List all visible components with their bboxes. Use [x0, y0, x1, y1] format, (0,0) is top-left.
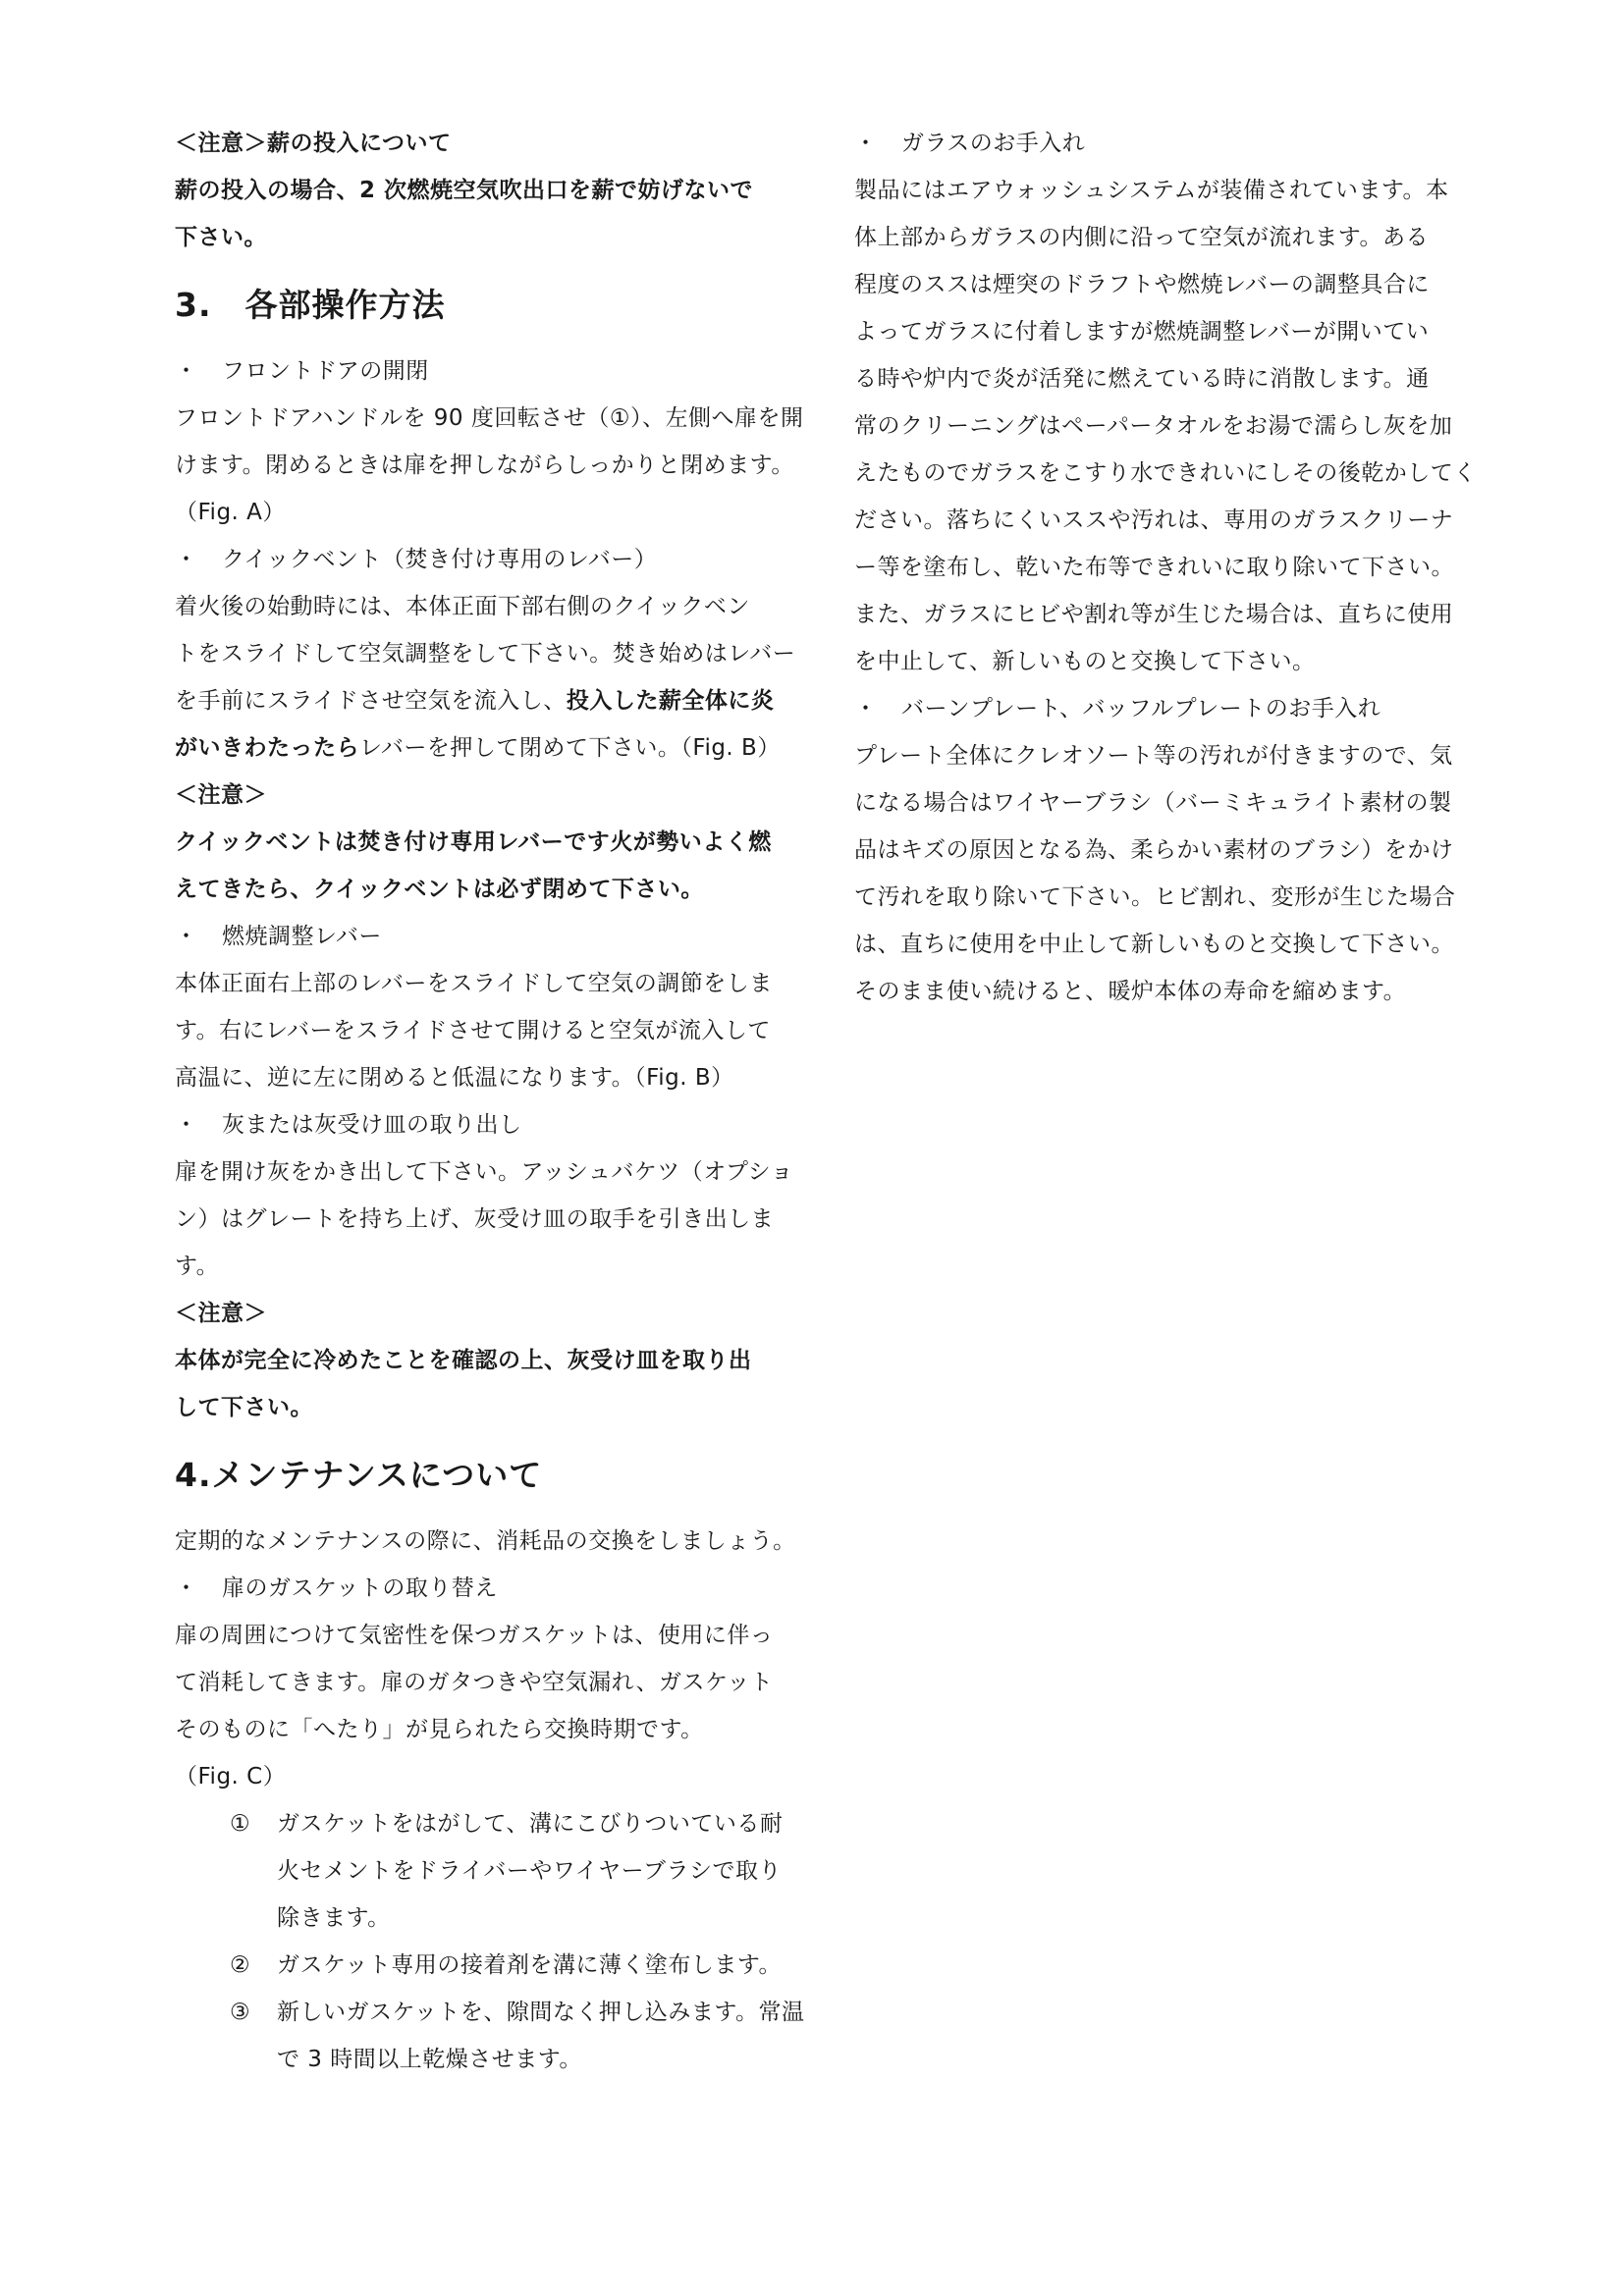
body-text: ー等を塗布し、乾いた布等できれいに取り除いて下さい。: [854, 555, 1454, 580]
body-text: 本体正面右上部のレバーをスライドして空気の調節をしま: [175, 971, 773, 996]
figure-reference: （Fig. A）: [175, 500, 286, 525]
body-text: フロントドアハンドルを 90 度回転させ（①）、左側へ扉を開: [175, 405, 804, 431]
step-item: [175, 1800, 803, 1847]
body-text: プレート全体にクレオソート等の汚れが付きますので、気: [854, 743, 1453, 769]
bullet-heading-text: 扉のガスケットの取り替え: [222, 1575, 498, 1601]
caution-text: して下さい。: [175, 1395, 313, 1420]
bullet-heading-text: クイックベント（焚き付け専用のレバー）: [222, 547, 658, 572]
body-text: 高温に、逆に左に閉めると低温になります。（Fig. B）: [175, 1065, 734, 1091]
bullet-heading-text: 燃焼調整レバー: [222, 924, 382, 949]
body-text: 定期的なメンテナンスの際に、消耗品の交換をしましょう。: [175, 1528, 796, 1554]
bullet-heading-front-door: [175, 347, 803, 395]
left-column: [175, 120, 803, 2083]
body-text: [175, 724, 803, 772]
body-text: 扉を開け灰をかき出して下さい。アッシュバケツ（オプショ: [175, 1159, 794, 1185]
step-number: ①: [230, 1811, 251, 1837]
caution-title: ＜注意＞: [175, 782, 267, 808]
body-text: えたものでガラスをこすり水できれいにしその後乾かしてく: [854, 460, 1477, 486]
caution-text: 本体が完全に冷めたことを確認の上、灰受け皿を取り出: [175, 1348, 752, 1373]
body-text: 程度のススは煙突のドラフトや燃焼レバーの調整具合に: [854, 272, 1430, 297]
body-text-plain: レバーを押して閉めて下さい。（Fig. B）: [359, 735, 781, 761]
right-column: [854, 120, 1483, 1015]
bullet-mark: ・: [854, 696, 878, 721]
bullet-mark: ・: [854, 131, 878, 156]
bullet-heading-plate-care: [854, 685, 1483, 732]
body-text: トをスライドして空気調整をして下さい。焚き始めはレバー: [175, 641, 796, 667]
caution-text: えてきたら、クイックベントは必ず閉めて下さい。: [175, 877, 704, 902]
body-text: また、ガラスにヒビや割れ等が生じた場合は、直ちに使用: [854, 602, 1454, 627]
body-text: 体上部からガラスの内側に沿って空気が流れます。ある: [854, 225, 1429, 250]
step-text: で 3 時間以上乾燥させます。: [277, 2047, 582, 2072]
body-text: を中止して、新しいものと交換して下さい。: [854, 649, 1316, 674]
step-item: [175, 1989, 803, 2036]
figure-reference: （Fig. C）: [175, 1764, 287, 1789]
step-text: 除きます。: [277, 1905, 391, 1931]
bullet-heading-text: ガラスのお手入れ: [901, 131, 1086, 156]
body-text-plain: を手前にスライドさせ空気を流入し、: [175, 688, 567, 714]
step-text: ガスケットをはがして、溝にこびりついている耐: [277, 1811, 784, 1837]
bullet-heading-quick-vent: [175, 536, 803, 583]
body-text: ン）はグレートを持ち上げ、灰受け皿の取手を引き出しま: [175, 1206, 775, 1232]
step-text: 新しいガスケットを、隙間なく押し込みます。常温: [277, 2000, 805, 2025]
caution-title: ＜注意＞: [175, 1301, 267, 1326]
bullet-mark: ・: [175, 358, 198, 384]
step-number: ③: [230, 2000, 251, 2025]
section-heading-maintenance: 4.メンテナンスについて: [175, 1456, 543, 1494]
body-text-emphasis: がいきわたったら: [175, 735, 359, 761]
bullet-heading-combustion-lever: [175, 913, 803, 960]
bullet-mark: ・: [175, 924, 198, 949]
body-text: [175, 677, 803, 724]
body-text: て汚れを取り除いて下さい。ヒビ割れ、変形が生じた場合: [854, 884, 1456, 910]
caution-title: ＜注意＞薪の投入について: [175, 131, 452, 156]
bullet-mark: ・: [175, 1112, 198, 1138]
bullet-heading-text: バーンプレート、バッフルプレートのお手入れ: [901, 696, 1381, 721]
body-text: 着火後の始動時には、本体正面下部右側のクイックベン: [175, 594, 750, 619]
caution-text: 薪の投入の場合、2 次燃焼空気吹出口を薪で妨げないで: [175, 178, 754, 203]
body-text-emphasis: 投入した薪全体に炎: [566, 688, 775, 714]
body-text: 扉の周囲につけて気密性を保つガスケットは、使用に伴っ: [175, 1623, 774, 1648]
bullet-heading-gasket: [175, 1565, 803, 1612]
body-text: よってガラスに付着しますが燃焼調整レバーが開いてい: [854, 319, 1430, 345]
bullet-heading-ash-removal: [175, 1101, 803, 1148]
body-text: そのものに「へたり」が見られたら交換時期です。: [175, 1717, 704, 1742]
step-text: 火セメントをドライバーやワイヤーブラシで取り: [277, 1858, 783, 1884]
bullet-mark: ・: [175, 547, 198, 572]
body-text: ださい。落ちにくいススや汚れは、専用のガラスクリーナ: [854, 507, 1454, 533]
caution-text: 下さい。: [175, 225, 267, 250]
body-text: そのまま使い続けると、暖炉本体の寿命を縮めます。: [854, 979, 1407, 1004]
body-text: は、直ちに使用を中止して新しいものと交換して下さい。: [854, 932, 1454, 957]
body-text: 品はキズの原因となる為、柔らかい素材のブラシ）をかけ: [854, 837, 1454, 863]
bullet-heading-glass-care: [854, 120, 1483, 167]
body-text: 常のクリーニングはペーパータオルをお湯で濡らし灰を加: [854, 413, 1453, 439]
bullet-mark: ・: [175, 1575, 198, 1601]
step-number: ②: [230, 1952, 251, 1978]
body-text: す。右にレバーをスライドさせて開けると空気が流入して: [175, 1018, 771, 1043]
body-text: になる場合はワイヤーブラシ（バーミキュライト素材の製: [854, 790, 1452, 816]
section-heading-operation: 3. 各部操作方法: [175, 286, 446, 324]
bullet-heading-text: フロントドアの開閉: [222, 358, 429, 384]
body-text: 製品にはエアウォッシュシステムが装備されています。本: [854, 178, 1449, 203]
step-item: [175, 1942, 803, 1989]
caution-text: クイックベントは焚き付け専用レバーです火が勢いよく燃: [175, 829, 772, 855]
body-text: る時や炉内で炎が活発に燃えている時に消散します。通: [854, 366, 1430, 392]
body-text: けます。閉めるときは扉を押しながらしっかりと閉めます。: [175, 453, 794, 478]
bullet-heading-text: 灰または灰受け皿の取り出し: [222, 1112, 522, 1138]
body-text: て消耗してきます。扉のガタつきや空気漏れ、ガスケット: [175, 1670, 774, 1695]
body-text: す。: [175, 1254, 220, 1279]
step-text: ガスケット専用の接着剤を溝に薄く塗布します。: [277, 1952, 783, 1978]
